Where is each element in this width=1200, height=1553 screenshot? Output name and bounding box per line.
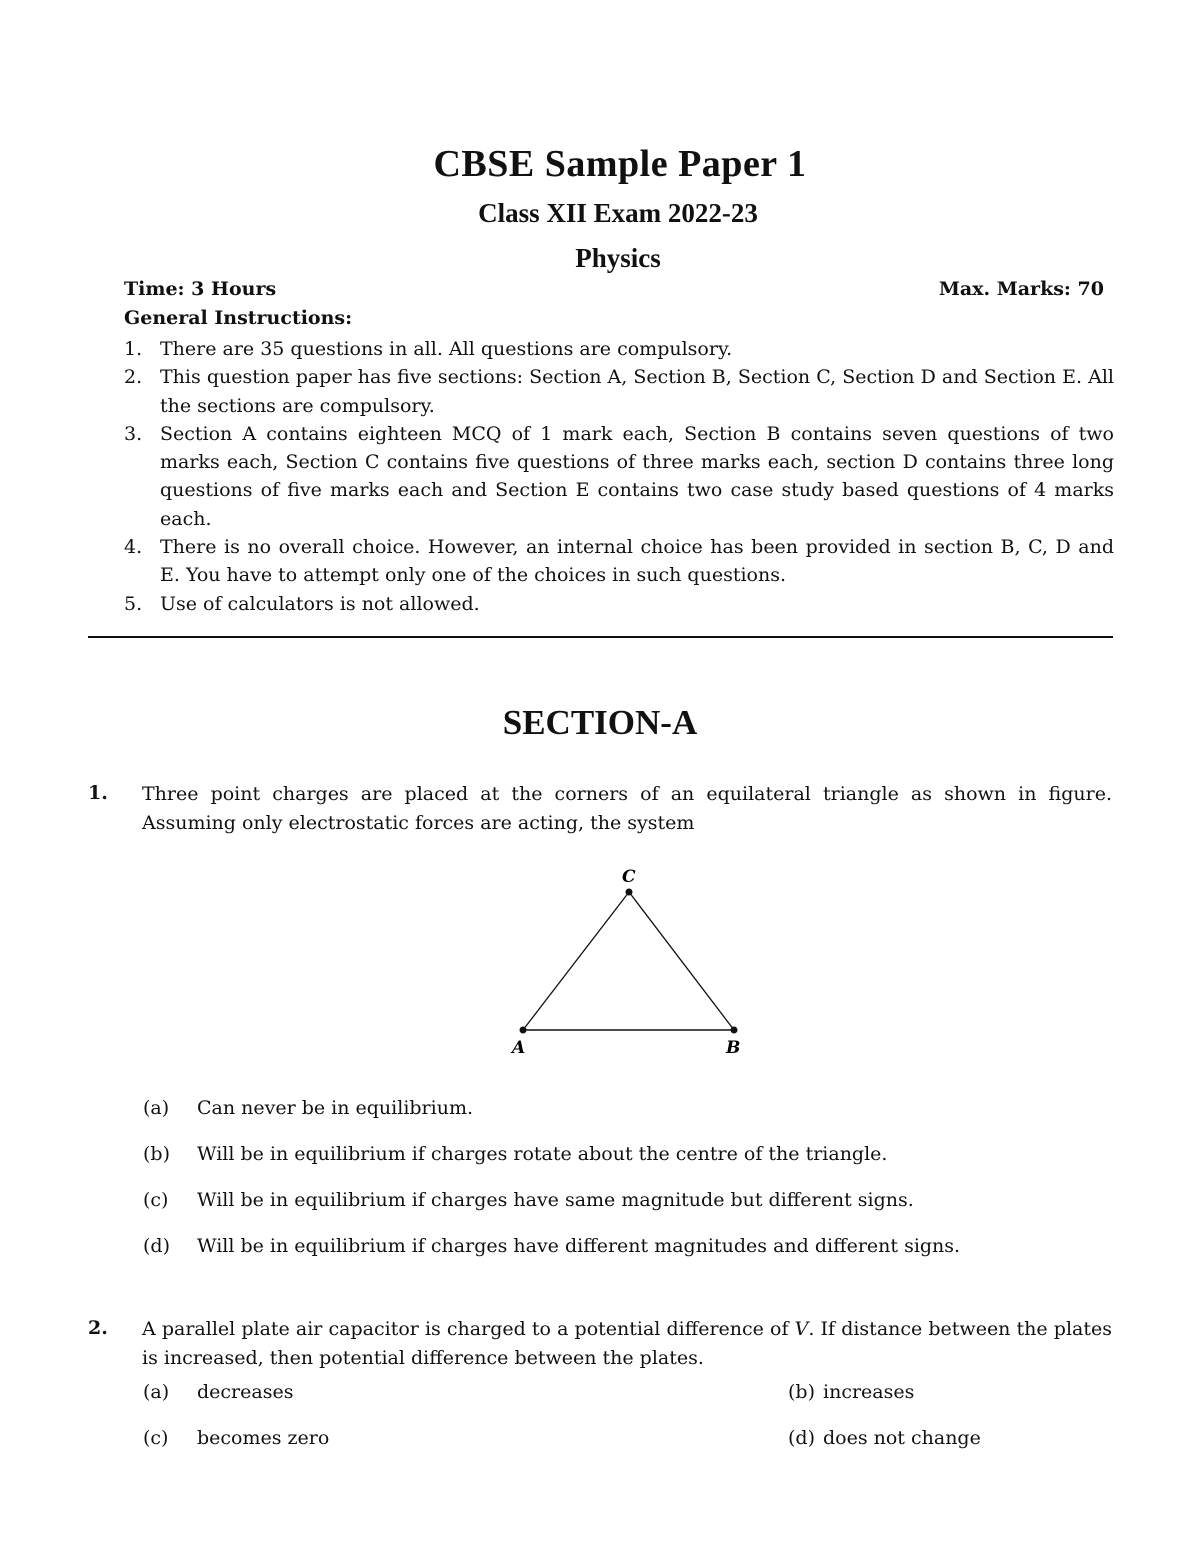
option-b [788,1381,914,1403]
instruction-number: 1. [124,338,143,360]
question-text-end: . If distance between the plates is increased, then potential difference between the plates. [142,1318,1112,1369]
option-text: does not change [823,1427,981,1449]
option-a [143,1097,473,1119]
option-text: decreases [197,1381,294,1403]
instruction-item [124,363,1114,420]
option-text: Can never be in equilibrium. [197,1097,474,1119]
option-text: increases [823,1381,915,1403]
option-d [788,1427,981,1449]
label-a: A [512,1038,526,1058]
instruction-text: There are 35 questions in all. All questions are compulsory. [160,338,733,360]
option-label: (b) [143,1143,170,1165]
option-text: Will be in equilibrium if charges have different magnitudes and different signs. [197,1235,961,1257]
potential-variable: V [794,1318,809,1340]
option-label: (c) [143,1189,169,1211]
option-text: Will be in equilibrium if charges have same magnitude but different signs. [197,1189,914,1211]
question-text [142,1315,1112,1372]
option-label: (c) [143,1427,169,1449]
side-bc [629,892,734,1030]
charge-point-c [626,889,633,896]
exam-meta-row [124,278,1104,300]
instructions-list [124,335,1114,618]
option-c [143,1427,329,1449]
charge-point-a [520,1027,527,1034]
instruction-text: Use of calculators is not allowed. [160,592,480,615]
question-number: 1. [88,782,108,804]
equilateral-triangle-diagram [500,860,760,1060]
instruction-item [124,335,1114,363]
instruction-number: 3. [124,422,143,445]
charge-point-b [731,1027,738,1034]
instruction-text: There is no overall choice. However, an internal choice has been provided in section B, C, D and E. You have to attempt only one of the choices in such questions. [160,536,1114,587]
option-c [143,1189,914,1211]
paper-title: CBSE Sample Paper 1 [433,143,807,185]
question-text-start: A parallel plate air capacitor is charged to a potential difference of [142,1318,795,1340]
question-number: 2. [88,1317,108,1339]
label-c: C [622,867,636,887]
exam-max-marks: Max. Marks: 70 [938,278,1104,300]
option-label: (d) [788,1427,815,1449]
option-label: (a) [143,1381,170,1403]
exam-time: Time: 3 Hours [124,278,277,300]
option-text: Will be in equilibrium if charges rotate about the centre of the triangle. [197,1143,888,1165]
instruction-number: 2. [124,366,143,389]
horizontal-divider [88,636,1113,638]
instruction-item [124,533,1114,590]
option-label: (a) [143,1097,170,1119]
instruction-number: 4. [124,536,143,559]
option-label: (b) [788,1381,815,1403]
option-text: becomes zero [197,1427,330,1449]
question-text: Three point charges are placed at the corners of an equilateral triangle as shown in figure. Assuming only electrostatic forces are acting, the system [142,783,1112,834]
instruction-text: Section A contains eighteen MCQ of 1 mark each, Section B contains seven questions of two marks each, Section C contains five questions of three marks each, section D contains three long questions of five marks each and Section E contains two case study based questions of 4 marks each. [160,422,1114,530]
paper-subject: Physics [575,243,661,273]
side-ac [523,892,629,1030]
option-d [143,1235,960,1257]
instruction-text: This question paper has five sections: Section A, Section B, Section C, Section D and Section E. All the sections are compulsory. [160,366,1114,417]
label-b: B [726,1038,741,1058]
section-heading: SECTION-A [502,703,698,742]
instruction-number: 5. [124,592,143,615]
instruction-item [124,420,1114,533]
triangle-figure [500,860,760,1060]
paper-subtitle: Class XII Exam 2022-23 [478,198,758,228]
instructions-heading: General Instructions: [124,307,353,329]
option-label: (d) [143,1235,170,1257]
option-b [143,1143,887,1165]
instruction-item [124,590,1114,618]
option-a [143,1381,293,1403]
